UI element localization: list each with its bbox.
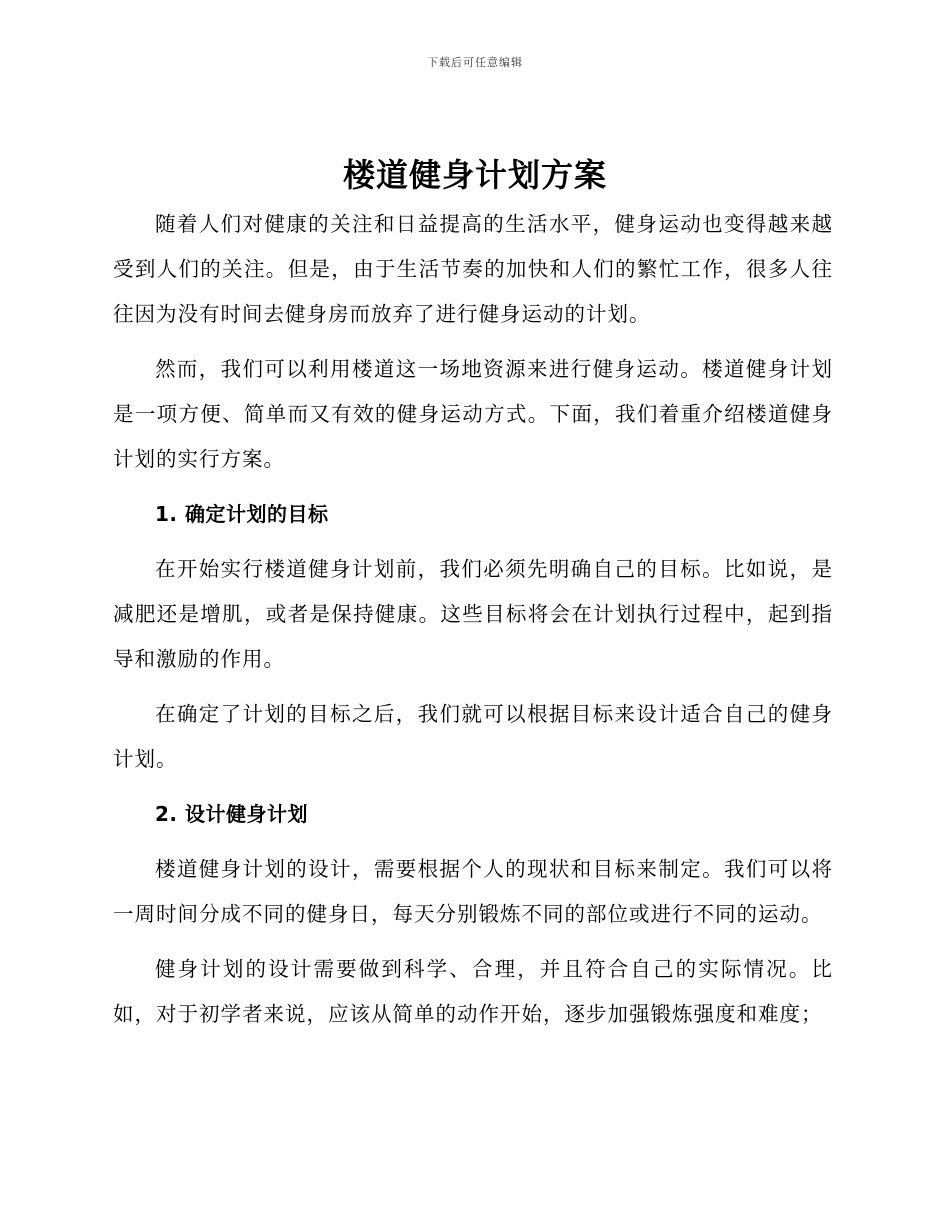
- document-title: 楼道健身计划方案: [342, 156, 607, 194]
- paragraph-goal-2: 在确定了计划的目标之后，我们就可以根据目标来设计适合自己的健身计划。: [113, 702, 833, 771]
- paragraph-intro-2: 然而，我们可以利用楼道这一场地资源来进行健身运动。楼道健身计划是一项方便、简单而又有效的健身运动方式。下面，我们着重介绍楼道健身计划的实行方案。: [113, 357, 833, 471]
- section-heading-goal: 1. 确定计划的目标: [155, 502, 329, 526]
- header-note: 下载后可任意编辑: [427, 56, 523, 69]
- section-heading-design: 2. 设计健身计划: [155, 802, 308, 826]
- document-body: [113, 202, 833, 1047]
- paragraph-design-2: 健身计划的设计需要做到科学、合理，并且符合自己的实际情况。比如，对于初学者来说，应该从简单的动作开始，逐步加强锻炼强度和难度；: [113, 957, 833, 1026]
- paragraph-intro-1: 随着人们对健康的关注和日益提高的生活水平，健身运动也变得越来越受到人们的关注。但是，由于生活节奏的加快和人们的繁忙工作，很多人往往因为没有时间去健身房而放弃了进行健身运动的计划。: [113, 212, 833, 326]
- paragraph-goal-1: 在开始实行楼道健身计划前，我们必须先明确自己的目标。比如说，是减肥还是增肌，或者是保持健康。这些目标将会在计划执行过程中，起到指导和激励的作用。: [113, 557, 833, 671]
- paragraph-design-1: 楼道健身计划的设计，需要根据个人的现状和目标来制定。我们可以将一周时间分成不同的健身日，每天分别锻炼不同的部位或进行不同的运动。: [113, 857, 833, 926]
